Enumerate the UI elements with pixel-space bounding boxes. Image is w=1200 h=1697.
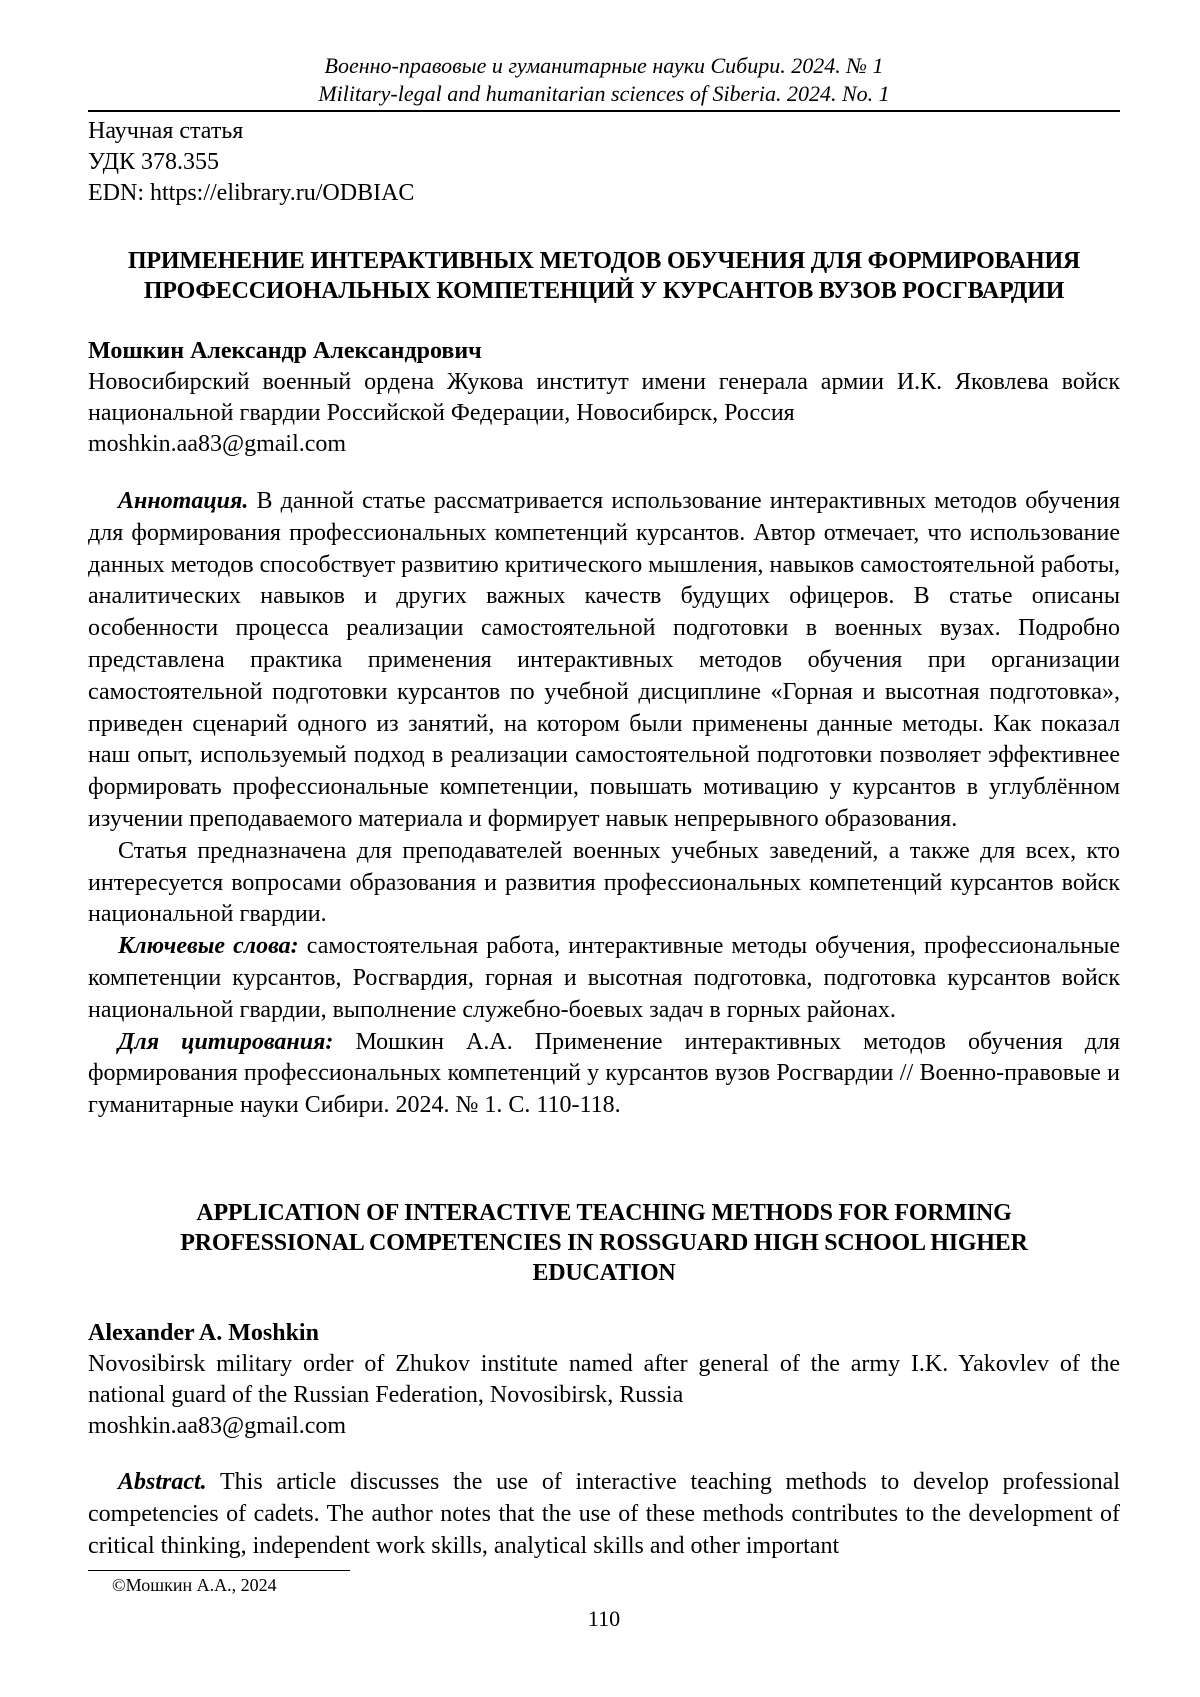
abstract-text-en: This article discusses the use of interactive teaching methods to develop professional competencies of cadets. The author notes that the use of these methods contributes to the development of critical thinking, independent work skills, analytical skills and other important (88, 1469, 1120, 1559)
title-en-line: APPLICATION OF INTERACTIVE TEACHING METHODS FOR FORMING (88, 1198, 1120, 1228)
title-en-line: EDUCATION (88, 1258, 1120, 1288)
copyright-footnote: ©Мошкин А.А., 2024 (112, 1574, 277, 1596)
citation-text: Мошкин А.А. Применение интерактивных методов обучения для формирования профессиональных компетенций у курсантов вузов Росгвардии // Военно-правовые и гуманитарные науки Сибири. 2024. № 1. С. 110-118. (88, 1029, 1120, 1119)
page-number: 110 (88, 1606, 1120, 1632)
author-block-en (88, 1318, 1120, 1442)
abstract-label-ru: Аннотация. (118, 488, 248, 514)
citation-label: Для цитирования: (118, 1029, 333, 1055)
article-title-ru (88, 246, 1120, 306)
author-name-ru: Мошкин Александр Александрович (88, 336, 1120, 367)
author-email-ru: moshkin.aa83@gmail.com (88, 429, 1120, 460)
article-meta (88, 116, 688, 209)
footnote-divider (88, 1570, 350, 1571)
edn-link: EDN: https://elibrary.ru/ODBIAC (88, 178, 688, 209)
title-ru-line: ПРИМЕНЕНИЕ ИНТЕРАКТИВНЫХ МЕТОДОВ ОБУЧЕНИЯ ДЛЯ ФОРМИРОВАНИЯ (88, 246, 1120, 276)
author-block-ru (88, 336, 1120, 460)
title-en-line: PROFESSIONAL COMPETENCIES IN ROSSGUARD HIGH SCHOOL HIGHER (88, 1228, 1120, 1258)
title-ru-line: ПРОФЕССИОНАЛЬНЫХ КОМПЕТЕНЦИЙ У КУРСАНТОВ ВУЗОВ РОСГВАРДИИ (88, 276, 1120, 306)
citation-paragraph (88, 1027, 1120, 1122)
abstract-label-en: Abstract. (118, 1469, 207, 1495)
article-title-en (88, 1198, 1120, 1288)
journal-title-ru: Военно-правовые и гуманитарные науки Сибири. 2024. № 1 (88, 52, 1120, 80)
abstract-paragraph-en (88, 1467, 1120, 1562)
keywords-label-ru: Ключевые слова: (118, 933, 299, 959)
abstract-block-ru (88, 486, 1120, 1122)
affiliation-ru: Новосибирский военный ордена Жукова институт имени генерала армии И.К. Яковлева войск национальной гвардии Российской Федерации, Новосибирск, Россия (88, 367, 1120, 429)
header-divider (88, 110, 1120, 112)
keywords-text-ru: самостоятельная работа, интерактивные методы обучения, профессиональные компетенции курсантов, Росгвардия, горная и высотная подготовка, подготовка курсантов войск национальной гвардии, выполнение служебно-боевых задач в горных районах. (88, 933, 1120, 1023)
abstract-paragraph-ru (88, 486, 1120, 836)
author-email-en: moshkin.aa83@gmail.com (88, 1411, 1120, 1442)
audience-paragraph: Статья предназначена для преподавателей военных учебных заведений, а также для всех, кто интересуется вопросами образования и развития профессиональных компетенций курсантов войск национальной гвардии. (88, 836, 1120, 931)
author-name-en: Alexander A. Moshkin (88, 1318, 1120, 1349)
keywords-paragraph-ru (88, 931, 1120, 1026)
article-page (0, 0, 1200, 1697)
abstract-text-ru: В данной статье рассматривается использование интерактивных методов обучения для формирования профессиональных компетенций курсантов. Автор отмечает, что использование данных методов способствует развитию критического мышления, навыков самостоятельной работы, аналитических навыков и других важных качеств будущих офицеров. В статье описаны особенности процесса реализации самостоятельной подготовки в военных вузах. Подробно представлена практика применения интерактивных методов обучения при организации самостоятельной подготовки курсантов по учебной дисциплине «Горная и высотная подготовка», приведен сценарий одного из занятий, на котором были применены данные методы. Как показал наш опыт, используемый подход в реализации самостоятельной подготовки позволяет эффективнее формировать профессиональные компетенции, повышать мотивацию у курсантов в углублённом изучении преподаваемого материала и формирует навык непрерывного образования. (88, 488, 1120, 832)
article-type: Научная статья (88, 116, 688, 147)
journal-title-en: Military-legal and humanitarian sciences of Siberia. 2024. No. 1 (88, 80, 1120, 108)
abstract-block-en (88, 1467, 1120, 1562)
journal-header (88, 52, 1120, 108)
affiliation-en: Novosibirsk military order of Zhukov institute named after general of the army I.K. Yakovlev of the national guard of the Russian Federation, Novosibirsk, Russia (88, 1349, 1120, 1411)
udc-code: УДК 378.355 (88, 147, 688, 178)
